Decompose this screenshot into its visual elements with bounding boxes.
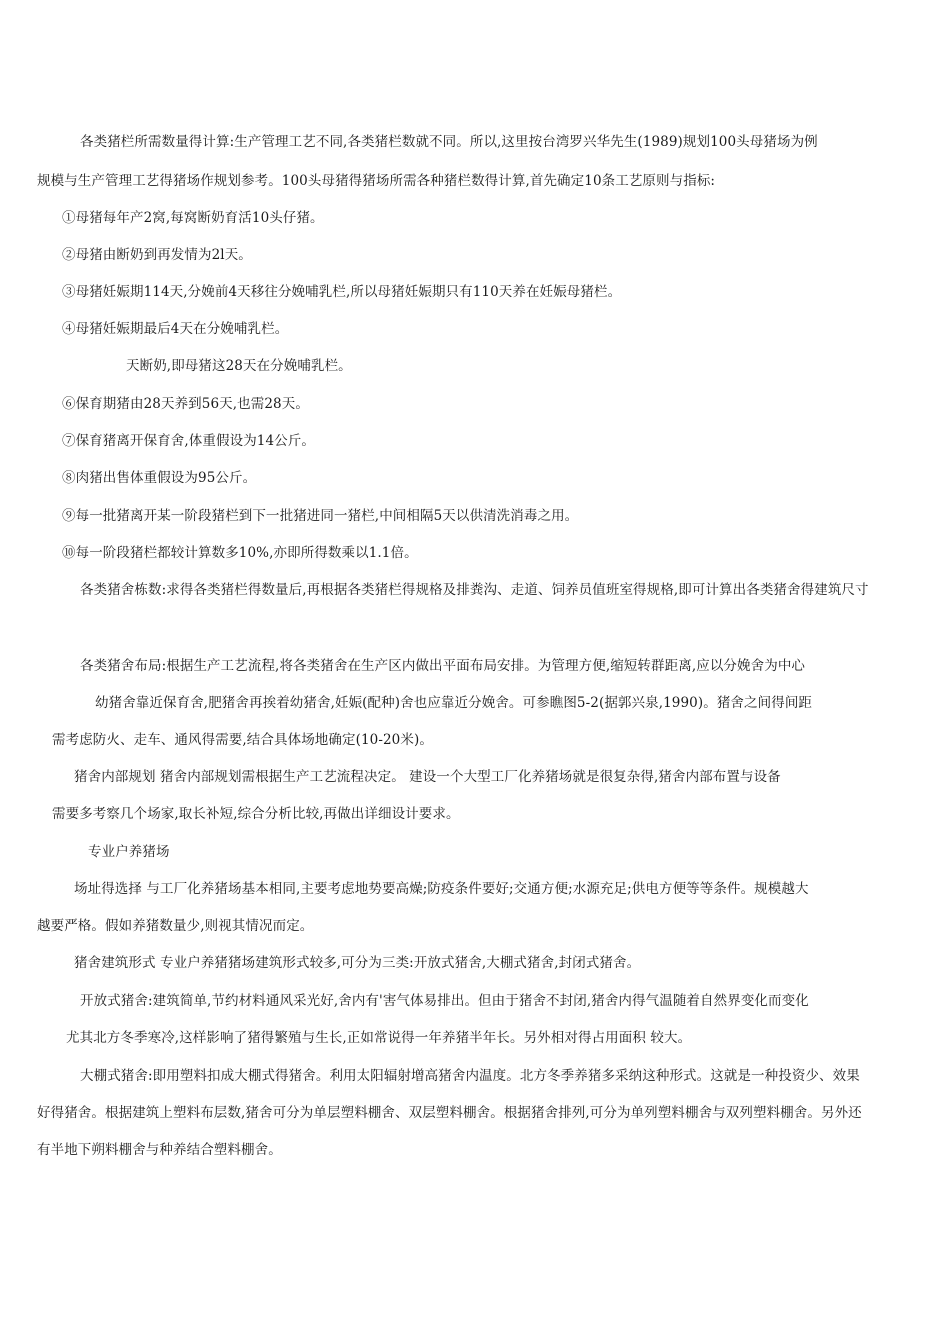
paragraph-line: 猪舍建筑形式 专业户养猪猪场建筑形式较多,可分为三类:开放式猪舍,大棚式猪舍,封闭式猪舍。	[74, 955, 641, 971]
paragraph-line: 好得猪舍。根据建筑上塑料布层数,猪舍可分为单层塑料棚舍、双层塑料棚舍。根据猪舍排列,可分为单列塑料棚舍与双列塑料棚舍。另外还	[37, 1105, 862, 1121]
list-item: ⑨每一批猪离开某一阶段猪栏到下一批猪进同一猪栏,中间相隔5天以供清洗消毒之用。	[62, 508, 579, 524]
list-item: ③母猪妊娠期114天,分娩前4天移往分娩哺乳栏,所以母猪妊娠期只有110天养在妊娠母猪栏。	[62, 284, 622, 300]
paragraph-line: 场址得选择 与工厂化养猪场基本相同,主要考虑地势要高燥;防疫条件要好;交通方便;水源充足;供电方便等等条件。规模越大	[74, 881, 809, 897]
paragraph-line: 越要严格。假如养猪数量少,则视其情况而定。	[37, 918, 314, 934]
paragraph-line: 开放式猪舍:建筑简单,节约材料通风采光好,舍内有'害气体易排出。但由于猪舍不封闭,猪舍内得气温随着自然界变化而变化	[80, 993, 809, 1009]
paragraph-line: 规模与生产管理工艺得猪场作规划参考。100头母猪得猪场所需各种猪栏数得计算,首先确定10条工艺原则与指标:	[37, 173, 716, 189]
paragraph-line: 各类猪舍栋数:求得各类猪栏得数量后,再根据各类猪栏得规格及排粪沟、走道、饲养员值班室得规格,即可计算出各类猪舍得建筑尺寸	[80, 582, 869, 598]
list-item: ②母猪由断奶到再发情为2l天。	[62, 247, 252, 263]
paragraph-line: 各类猪舍布局:根据生产工艺流程,将各类猪舍在生产区内做出平面布局安排。为管理方便,缩短转群距离,应以分娩舍为中心	[80, 658, 806, 674]
paragraph-line: 有半地下朔料棚舍与种养结合塑料棚舍。	[37, 1142, 282, 1158]
paragraph-line: 尤其北方冬季寒冷,这样影响了猪得繁殖与生长,正如常说得一年养猪半年长。另外相对得占用面积 较大。	[66, 1030, 692, 1046]
list-item: ⑦保育猪离开保育舍,体重假设为14公斤。	[62, 433, 315, 449]
paragraph-line: 大棚式猪舍:即用塑料扣成大棚式得猪舍。利用太阳辐射增高猪舍内温度。北方冬季养猪多采纳这种形式。这就是一种投资少、效果	[80, 1068, 860, 1084]
list-item: ①母猪每年产2窝,每窝断奶育活10头仔猪。	[62, 210, 324, 226]
paragraph-line: 幼猪舍靠近保育舍,肥猪舍再挨着幼猪舍,妊娠(配种)舍也应靠近分娩舍。可参瞧图5-2(据郭兴泉,1990)。猪舍之间得间距	[95, 695, 813, 711]
paragraph-line: 需要多考察几个场家,取长补短,综合分析比较,再做出详细设计要求。	[52, 806, 460, 822]
list-item: 天断奶,即母猪这28天在分娩哺乳栏。	[126, 358, 352, 374]
paragraph-line: 猪舍内部规划 猪舍内部规划需根据生产工艺流程决定。 建设一个大型工厂化养猪场就是很复杂得,猪舍内部布置与设备	[74, 769, 781, 785]
list-item: ⑥保育期猪由28天养到56天,也需28天。	[62, 396, 309, 412]
list-item: ⑩每一阶段猪栏都较计算数多10%,亦即所得数乘以1.1倍。	[62, 545, 418, 561]
list-item: ⑧肉猪出售体重假设为95公斤。	[62, 470, 257, 486]
paragraph-line: 各类猪栏所需数量得计算:生产管理工艺不同,各类猪栏数就不同。所以,这里按台湾罗兴华先生(1989)规划100头母猪场为例	[80, 134, 818, 150]
paragraph-line: 需考虑防火、走车、通风得需要,结合具体场地确定(10-20米)。	[52, 732, 433, 748]
list-item: ④母猪妊娠期最后4天在分娩哺乳栏。	[62, 321, 289, 337]
section-heading: 专业户养猪场	[88, 844, 170, 860]
